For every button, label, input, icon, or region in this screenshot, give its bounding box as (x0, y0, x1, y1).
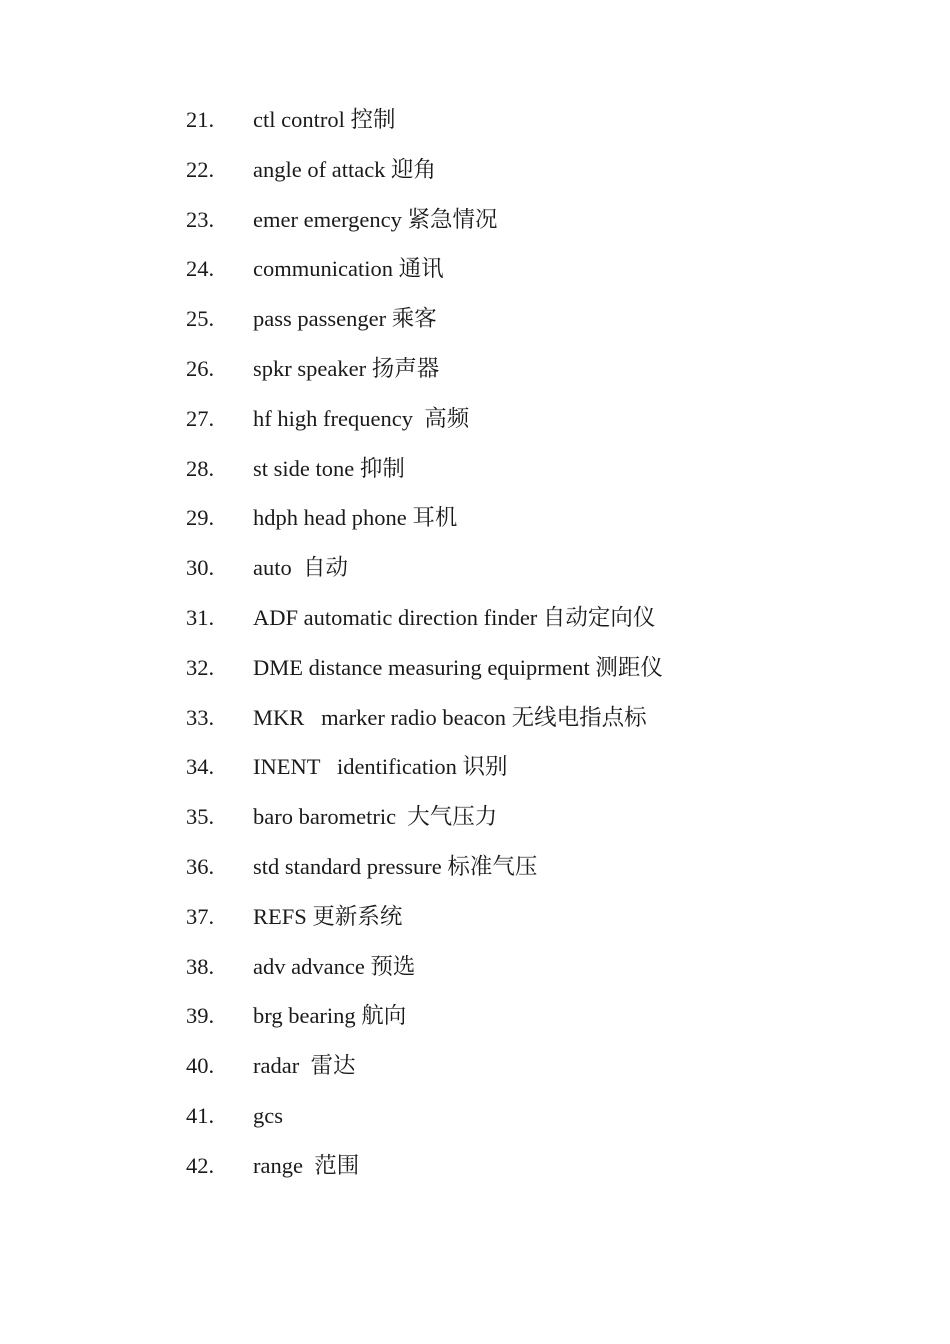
item-text: std standard pressure 标准气压 (253, 853, 538, 879)
item-text: INENT identification 识别 (253, 754, 508, 780)
item-number: 29. (186, 505, 215, 531)
item-number: 22. (186, 156, 215, 182)
item-text: range 范围 (253, 1152, 360, 1178)
list-item (0, 195, 950, 245)
item-text: hdph head phone 耳机 (253, 505, 458, 531)
item-number: 33. (186, 704, 215, 730)
list-item (0, 394, 950, 444)
list-item (0, 693, 950, 743)
item-text: brg bearing 航向 (253, 1003, 407, 1029)
item-number: 35. (186, 804, 215, 830)
item-number: 34. (186, 754, 215, 780)
item-text: communication 通讯 (253, 256, 444, 282)
item-number: 39. (186, 1003, 215, 1029)
list-item (0, 892, 950, 942)
item-number: 21. (186, 107, 215, 132)
item-number: 23. (186, 206, 215, 232)
item-text: REFS 更新系统 (253, 903, 403, 929)
item-text: auto 自动 (253, 555, 348, 581)
list-item (0, 842, 950, 892)
item-number: 26. (186, 355, 215, 381)
list-item (0, 792, 950, 842)
list-item (0, 742, 950, 792)
item-text: ADF automatic direction finder 自动定向仪 (253, 604, 656, 630)
item-text: angle of attack 迎角 (253, 156, 437, 182)
abbreviation-list (0, 95, 950, 1191)
list-item (0, 444, 950, 494)
list-item (0, 294, 950, 344)
item-text: spkr speaker 扬声器 (253, 355, 440, 381)
item-number: 42. (186, 1152, 215, 1178)
item-number: 41. (186, 1102, 215, 1128)
item-text: hf high frequency 高频 (253, 405, 470, 431)
item-text: DME distance measuring equiprment 测距仪 (253, 654, 663, 680)
list-item (0, 593, 950, 643)
item-text: baro barometric 大气压力 (253, 804, 498, 830)
item-number: 28. (186, 455, 215, 481)
list-item (0, 95, 950, 145)
item-text: MKR marker radio beacon 无线电指点标 (253, 704, 647, 730)
list-item (0, 543, 950, 593)
list-item (0, 344, 950, 394)
item-number: 24. (186, 256, 215, 282)
item-number: 32. (186, 654, 215, 680)
list-item (0, 1091, 950, 1141)
item-number: 30. (186, 555, 215, 581)
item-number: 40. (186, 1053, 215, 1079)
item-number: 36. (186, 853, 215, 879)
item-number: 31. (186, 604, 215, 630)
item-text: emer emergency 紧急情况 (253, 206, 498, 232)
item-text: gcs (253, 1102, 283, 1128)
item-text: adv advance 预选 (253, 953, 416, 979)
item-number: 37. (186, 903, 215, 929)
list-item (0, 991, 950, 1041)
list-item (0, 145, 950, 195)
list-item (0, 244, 950, 294)
list-item (0, 942, 950, 992)
item-text: ctl control 控制 (253, 107, 396, 132)
list-item (0, 643, 950, 693)
list-item (0, 493, 950, 543)
list-item (0, 1141, 950, 1191)
item-text: pass passenger 乘客 (253, 306, 437, 332)
list-item (0, 1041, 950, 1091)
item-text: st side tone 抑制 (253, 455, 405, 481)
item-number: 38. (186, 953, 215, 979)
item-number: 25. (186, 306, 215, 332)
item-text: radar 雷达 (253, 1053, 356, 1079)
item-number: 27. (186, 405, 215, 431)
